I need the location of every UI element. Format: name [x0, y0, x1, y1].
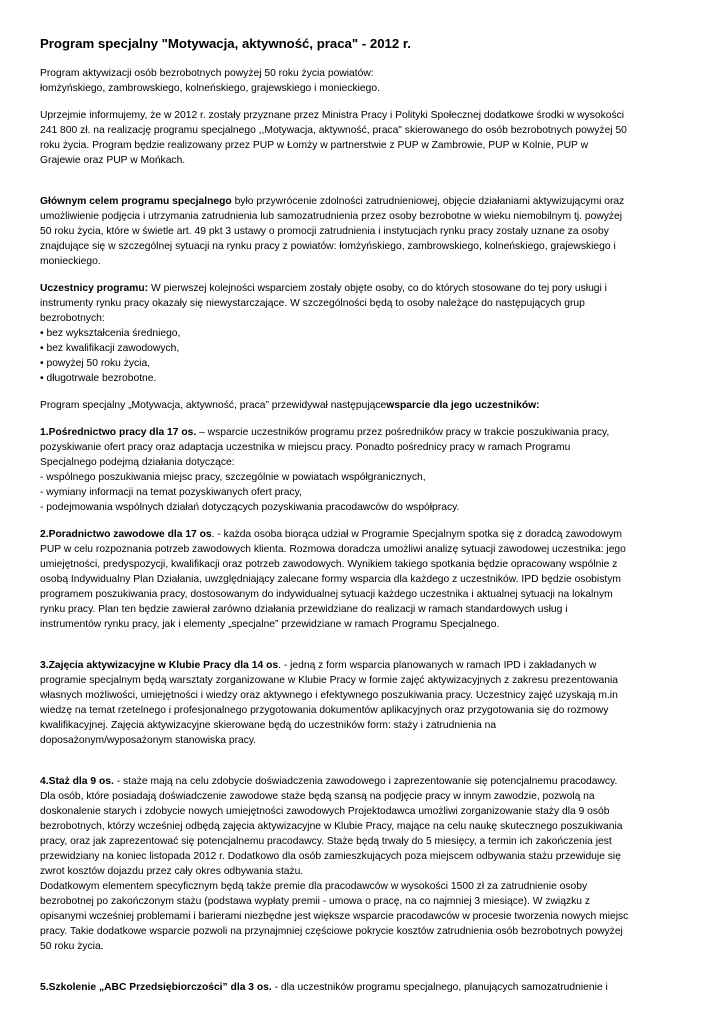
info-line: Uprzejmie informujemy, że w 2012 r. zostały przyznane przez Ministra Pracy i Polityki Społecznej dodatkowe środki w wysokości	[40, 110, 625, 121]
section-3-first-text: . - jedną z form wsparcia planowanych w ramach IPD i zakładanych w	[278, 660, 597, 671]
goal-line: 50 roku życia, które w świetle art. 49 pkt 3 ustawy o promocji zatrudnienia i instytucjach rynku pracy zostały uznane za osoby	[40, 226, 609, 237]
participants-paragraph	[40, 281, 664, 386]
section-5-paragraph	[40, 980, 664, 995]
section-4-paragraph	[40, 774, 664, 954]
section-3-label: 3.Zajęcia aktywizacyjne w Klubie Pracy dla 14 os	[40, 660, 279, 671]
section-4-line: przewidziany na koniec listopada 2012 r. Dodatkowo dla osób zamieszkujących poza miejscem odbywania stażu przewiduje się	[40, 851, 621, 862]
section-2-line: rynku pracy. Plan ten będzie zawierał zarówno działania przewidziane do realizacji w ramach standardowych usług i	[40, 604, 568, 615]
section-1-line: pozyskiwanie ofert pracy oraz adaptacja uczestnika w miejscu pracy. Ponadto pośrednicy pracy w ramach Programu	[40, 442, 571, 453]
section-2-first-text: . - każda osoba biorąca udział w Programie Specjalnym spotka się z doradcą zawodowym	[211, 529, 623, 540]
goal-paragraph	[40, 194, 664, 269]
section-4-first-line	[40, 774, 664, 789]
support-intro-text: Program specjalny „Motywacja, aktywność, praca” przewidywał następujące	[40, 400, 387, 411]
participants-bullet: • powyżej 50 roku życia,	[40, 358, 151, 369]
participants-first-line	[40, 281, 664, 296]
section-1-list-item: - wymiany informacji na temat pozyskiwanych ofert pracy,	[40, 487, 302, 498]
section-3-line: kwalifikacyjnej. Zajęcia aktywizacyjne skierowane będą do uczestników form: staży i zatrudnienia na	[40, 720, 497, 731]
info-line: roku życia. Program będzie realizowany przez PUP w Łomży w partnerstwie z PUP w Zambrowie, PUP w Kolnie, PUP w	[40, 140, 589, 151]
goal-line: umożliwienie podjęcia i utrzymania zatrudnienia lub samozatrudnienia przez osoby bezrobotne w wieku niemobilnym tj. powyżej	[40, 211, 623, 222]
goal-label: Głównym celem programu specjalnego	[40, 196, 232, 207]
section-1-line: Specjalnego podejmą działania dotyczące:	[40, 457, 235, 468]
section-1-list-item: - podejmowania wspólnych działań dotyczących pozyskiwania pracodawców do współpracy.	[40, 502, 460, 513]
support-intro-paragraph	[40, 398, 664, 413]
section-3-paragraph	[40, 658, 664, 748]
section-3-line: własnych możliwości, umiejętności i wiedzy oraz aktywnego i efektywnego poszukiwania pracy. Uczestnicy zajęć uzyskają m.in	[40, 690, 618, 701]
section-1-paragraph	[40, 425, 664, 515]
info-line: Grajewie oraz PUP w Mońkach.	[40, 155, 186, 166]
section-2-line: programem poszukiwania pracy, dostosowanym do indywidualnej sytuacji każdego uczestnika i aktualnej sytuacji na lokalnym	[40, 589, 613, 600]
section-4-line: Dla osób, które posiadają doświadczenie zawodowe staże będą szansą na podjęcie pracy w innym zawodzie, pozwolą na	[40, 791, 595, 802]
participants-bullet: • długotrwale bezrobotne.	[40, 373, 157, 384]
section-2-line: umiejętności, predyspozycji, kwalifikacji oraz potrzeb zawodowych. Wynikiem takiego spotkania będzie opracowany wspólnie z	[40, 559, 618, 570]
page-title: Program specjalny "Motywacja, aktywność, praca" - 2012 r.	[40, 36, 411, 51]
info-line: 241 800 zł. na realizację programu specjalnego ,,Motywacja, aktywność, praca" skierowanego do osób bezrobotnych powyżej 50	[40, 125, 627, 136]
section-2-paragraph	[40, 527, 664, 632]
section-4-line: doskonalenie starych i zdobycie nowych umiejętności zawodowych Projektodawca umożliwi zorganizowanie staży dla 9 osób	[40, 806, 610, 817]
participants-label: Uczestnicy programu:	[40, 283, 149, 294]
info-paragraph	[40, 108, 664, 168]
support-intro-line	[40, 398, 664, 413]
section-2-line: osobą Indywidualny Plan Działania, uwzględniający zalecane formy wsparcia dla każdego z uczestników. IPD będzie osobistym	[40, 574, 621, 585]
section-4-line: opisanymi wcześniej problemami i barierami niezbędne jest większe wsparcie pracodawców w procesie tworzenia nowych miejsc	[40, 911, 629, 922]
goal-line: monieckiego.	[40, 256, 101, 267]
section-1-first-text: – wsparcie uczestników programu przez pośredników pracy w trakcie poszukiwania pracy,	[196, 427, 610, 438]
section-4-line: bezrobotnej po zakończonym stażu (podstawa wypłaty premii - umowa o pracę, na co najmniej 3 miesiące). W związku z	[40, 896, 590, 907]
section-1-label: 1.Pośrednictwo pracy dla 17 os.	[40, 427, 197, 438]
participants-line: bezrobotnych:	[40, 313, 105, 324]
intro-paragraph	[40, 66, 664, 96]
participants-first-text: W pierwszej kolejności wsparciem zostały objęte osoby, co do których stosowane do tej pory usługi i	[148, 283, 607, 294]
section-2-first-line	[40, 527, 664, 542]
section-4-line: bezrobotnych, którzy wcześniej odbędą zajęcia aktywizacyjne w Klubie Pracy, mające na celu naukę skutecznego poszukiwania	[40, 821, 623, 832]
section-5-first-text: - dla uczestników programu specjalnego, planujących samozatrudnienie i	[271, 982, 608, 993]
section-2-line: instrumentów rynku pracy, jak i elementy „specjalne” przewidziane w ramach Programu Specjalnego.	[40, 619, 500, 630]
section-3-first-line	[40, 658, 664, 673]
participants-bullet: • bez wykształcenia średniego,	[40, 328, 181, 339]
section-2-line: PUP w celu rozpoznania potrzeb zawodowych klienta. Rozmowa doradcza umożliwi analizę sytuacji zawodowej uczestnika: jego	[40, 544, 626, 555]
participants-bullet: • bez kwalifikacji zawodowych,	[40, 343, 180, 354]
section-4-line: pracy. Takie dodatkowe wsparcie pozwoli na przynajmniej częściowe pokrycie kosztów zatrudnienia osób bezrobotnych powyżej	[40, 926, 623, 937]
section-1-list-item: - wspólnego poszukiwania miejsc pracy, szczególnie w powiatach współgranicznych,	[40, 472, 426, 483]
section-2-label: 2.Poradnictwo zawodowe dla 17 os	[40, 529, 212, 540]
section-5-first-line	[40, 980, 664, 995]
section-4-line: Dodatkowym elementem specyficznym będą także premie dla pracodawców w wysokości 1500 zł za zatrudnienie osoby	[40, 881, 588, 892]
intro-line: Program aktywizacji osób bezrobotnych powyżej 50 roku życia powiatów:	[40, 68, 374, 79]
section-4-line: pracy, oraz jak zaprezentować się potencjalnemu pracodawcy. Staże będą trwały do 5 miesięcy, a termin ich zakończenia jest	[40, 836, 612, 847]
participants-line: instrumenty rynku pracy okazały się niewystarczające. W szczególności będą to osoby należące do następujących grup	[40, 298, 585, 309]
section-3-line: programie specjalnym będą warsztaty zorganizowane w Klubie Pracy w formie zajęć aktywizacyjnych z zakresu prezentowania	[40, 675, 619, 686]
section-5-label: 5.Szkolenie „ABC Przedsiębiorczości” dla 3 os.	[40, 982, 272, 993]
section-3-line: doposażonym/wyposażonym stanowiska pracy.	[40, 735, 257, 746]
intro-line: łomżyńskiego, zambrowskiego, kolneńskiego, grajewskiego i monieckiego.	[40, 83, 380, 94]
goal-line: znajdujące się w szczególnej sytuacji na rynku pracy z powiatów: łomżyńskiego, zambrowskiego, kolneńskiego, grajewskiego i	[40, 241, 616, 252]
section-4-line: 50 roku życia.	[40, 941, 104, 952]
section-4-label: 4.Staż dla 9 os.	[40, 776, 114, 787]
section-4-first-text: - staże mają na celu zdobycie doświadczenia zawodowego i zaprezentowanie się potencjalnemu pracodawcy.	[113, 776, 618, 787]
goal-first-text: było przywrócenie zdolności zatrudnieniowej, objęcie działaniami aktywizującymi oraz	[231, 196, 625, 207]
support-intro-bold: wsparcie dla jego uczestników:	[386, 400, 540, 411]
section-4-line: zwrot kosztów dojazdu przez cały okres odbywania stażu.	[40, 866, 304, 877]
goal-first-line	[40, 194, 664, 209]
section-1-first-line	[40, 425, 664, 440]
section-3-line: wiedzę na temat rzetelnego i profesjonalnego przygotowania dokumentów aplikacyjnych oraz przygotowania się do rozmowy	[40, 705, 609, 716]
